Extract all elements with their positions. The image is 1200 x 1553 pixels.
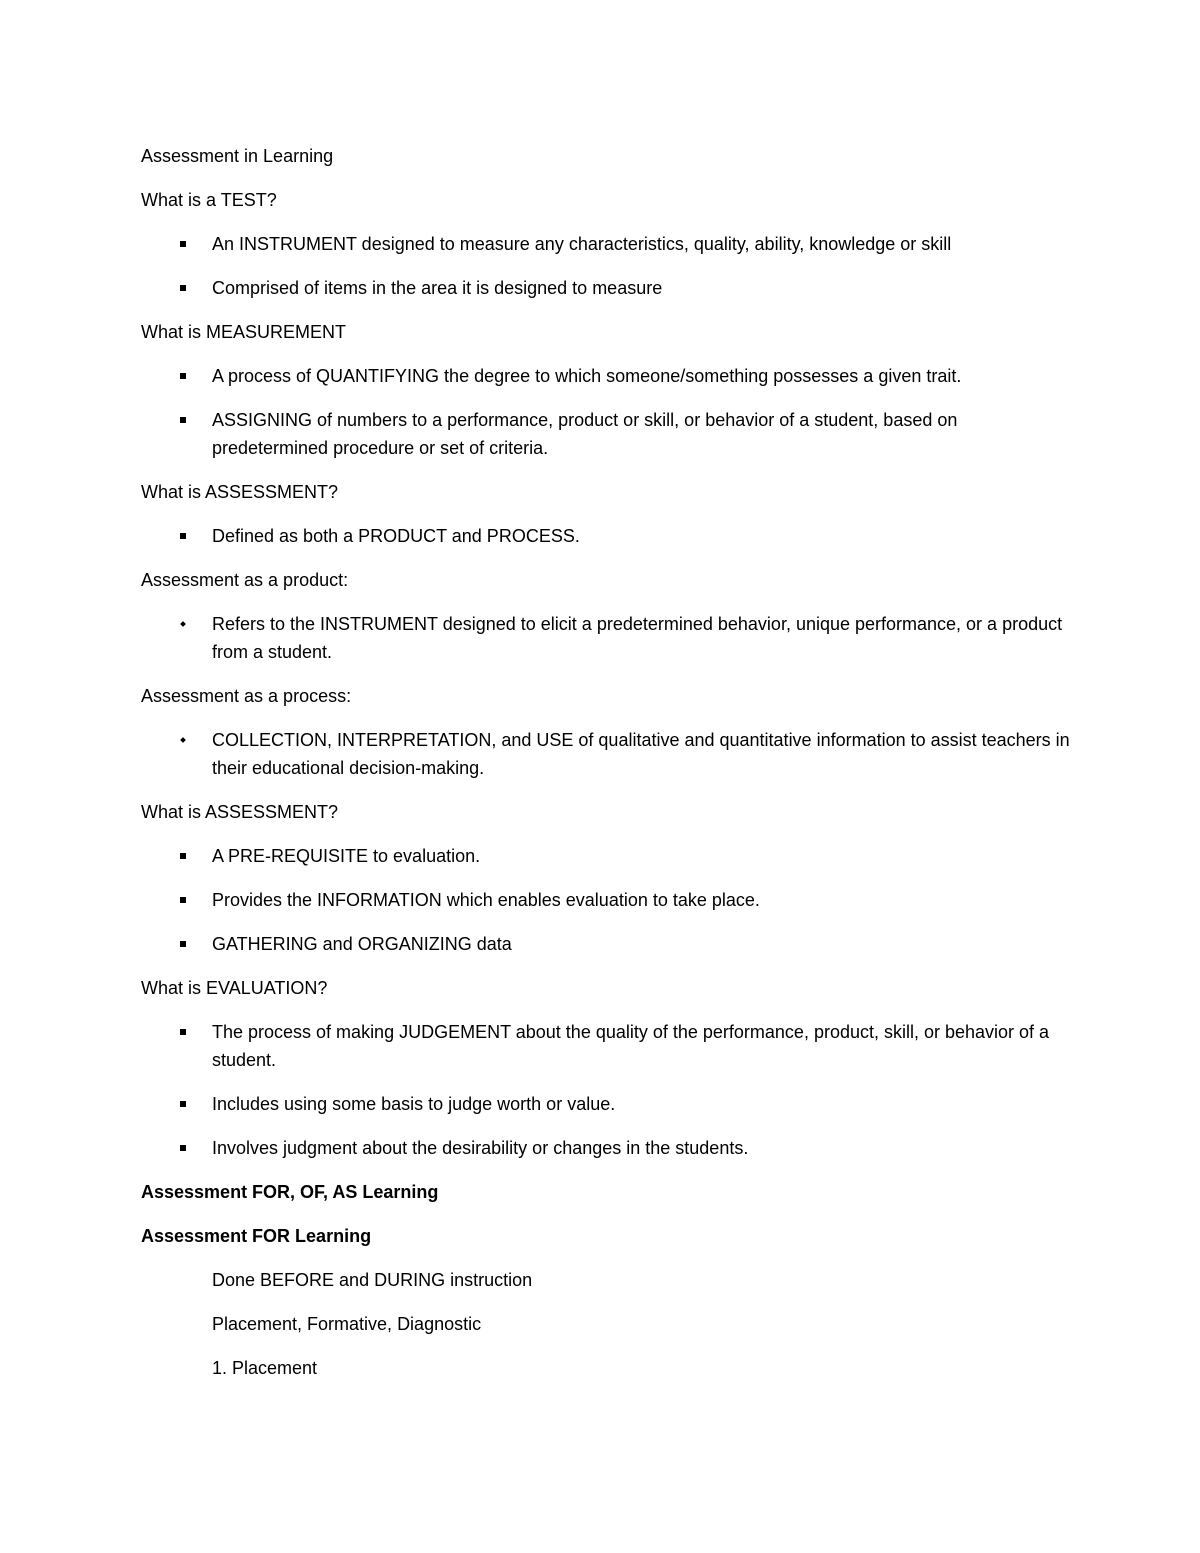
section-heading-assessment-process: Assessment as a process: bbox=[141, 686, 352, 706]
list-item bbox=[141, 930, 1071, 958]
bullet-text: Refers to the INSTRUMENT designed to elicit a predetermined behavior, unique performance, or a product from a student. bbox=[212, 614, 1063, 662]
section-heading-test: What is a TEST? bbox=[141, 190, 277, 210]
list-item bbox=[141, 362, 1071, 390]
list-item bbox=[141, 610, 1071, 666]
list-item bbox=[141, 406, 1071, 462]
list-item bbox=[141, 1018, 1071, 1074]
evaluation-bullet-list bbox=[141, 1018, 1071, 1162]
document-body bbox=[141, 142, 1071, 1398]
document-title: Assessment in Learning bbox=[141, 146, 334, 166]
bullet-text: Comprised of items in the area it is designed to measure bbox=[212, 278, 663, 298]
section-heading-assessment-product: Assessment as a product: bbox=[141, 570, 349, 590]
bullet-text: An INSTRUMENT designed to measure any characteristics, quality, ability, knowledge or skill bbox=[212, 234, 952, 254]
bold-heading-for-of-as: Assessment FOR, OF, AS Learning bbox=[141, 1182, 439, 1202]
indented-line: Placement, Formative, Diagnostic bbox=[212, 1314, 482, 1334]
section-heading-assessment-2: What is ASSESSMENT? bbox=[141, 802, 339, 822]
measurement-bullet-list bbox=[141, 362, 1071, 462]
list-item bbox=[141, 842, 1071, 870]
list-item bbox=[141, 886, 1071, 914]
section-heading-measurement: What is MEASUREMENT bbox=[141, 322, 347, 342]
bullet-text: Includes using some basis to judge worth or value. bbox=[212, 1094, 616, 1114]
bullet-text: COLLECTION, INTERPRETATION, and USE of qualitative and quantitative information to assist teachers in their educational decision-making. bbox=[212, 730, 1070, 778]
bullet-text: A PRE-REQUISITE to evaluation. bbox=[212, 846, 481, 866]
bullet-text: Defined as both a PRODUCT and PROCESS. bbox=[212, 526, 580, 546]
bullet-text: Involves judgment about the desirability or changes in the students. bbox=[212, 1138, 749, 1158]
list-item bbox=[141, 1134, 1071, 1162]
bullet-text: The process of making JUDGEMENT about the quality of the performance, product, skill, or behavior of a student. bbox=[212, 1022, 1050, 1070]
bullet-text: Provides the INFORMATION which enables evaluation to take place. bbox=[212, 890, 760, 910]
bold-heading-for-learning: Assessment FOR Learning bbox=[141, 1226, 372, 1246]
assessment-2-bullet-list bbox=[141, 842, 1071, 958]
assessment-bullet-list bbox=[141, 522, 1071, 550]
list-item bbox=[141, 726, 1071, 782]
list-item bbox=[141, 274, 1071, 302]
bullet-text: A process of QUANTIFYING the degree to which someone/something possesses a given trait. bbox=[212, 366, 962, 386]
indented-line: 1. Placement bbox=[212, 1358, 318, 1378]
bullet-text: ASSIGNING of numbers to a performance, product or skill, or behavior of a student, based on predetermined procedure or set of criteria. bbox=[212, 410, 958, 458]
bullet-text: GATHERING and ORGANIZING data bbox=[212, 934, 512, 954]
section-heading-evaluation: What is EVALUATION? bbox=[141, 978, 328, 998]
assessment-product-bullet-list bbox=[141, 610, 1071, 666]
assessment-process-bullet-list bbox=[141, 726, 1071, 782]
list-item bbox=[141, 1090, 1071, 1118]
test-bullet-list bbox=[141, 230, 1071, 302]
indented-line: Done BEFORE and DURING instruction bbox=[212, 1270, 533, 1290]
list-item bbox=[141, 522, 1071, 550]
list-item bbox=[141, 230, 1071, 258]
section-heading-assessment: What is ASSESSMENT? bbox=[141, 482, 339, 502]
